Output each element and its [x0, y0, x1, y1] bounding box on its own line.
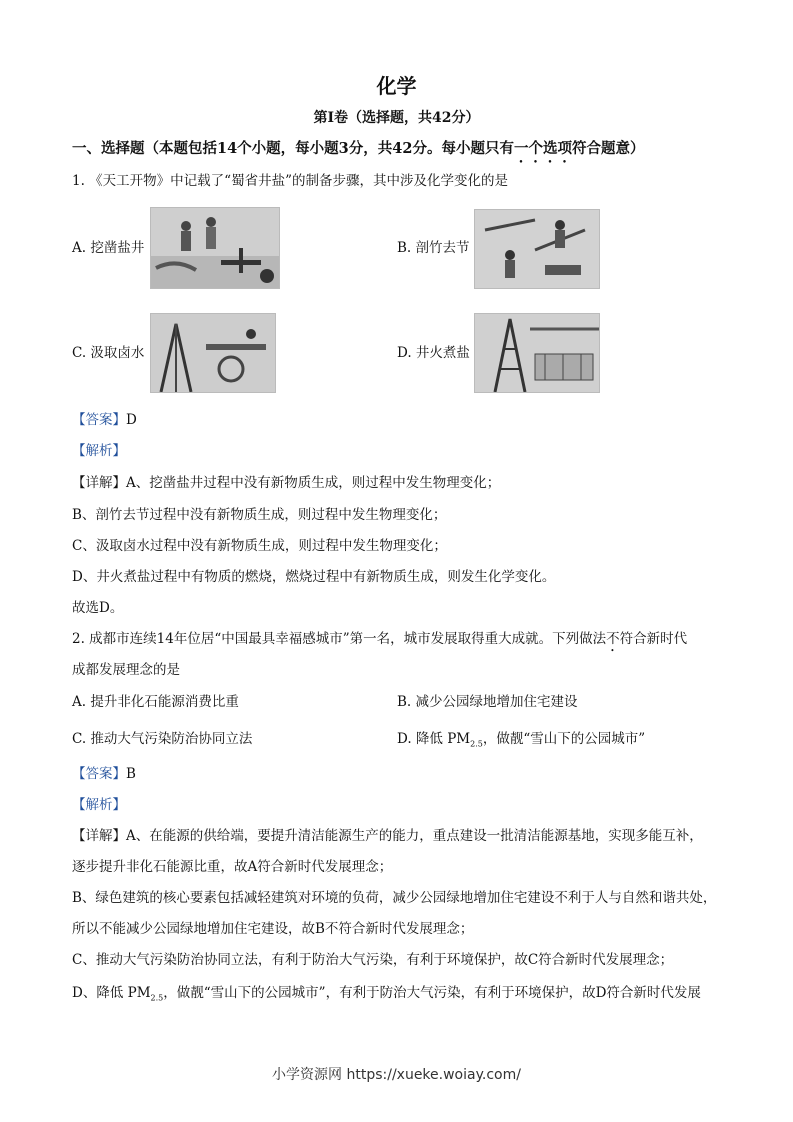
section-heading: [72, 137, 644, 166]
page-title: 化学: [376, 74, 417, 98]
q2-detail-line: 所以不能减少公园绿地增加住宅建设，故B不符合新时代发展理念；: [72, 921, 474, 937]
q2-option-b: B. 减少公园绿地增加住宅建设: [397, 694, 578, 710]
q1-detail-line: D、井火煮盐过程中有物质的燃烧，燃烧过程中有新物质生成，则发生化学变化。: [72, 569, 556, 585]
illustration-bamboo-cutting: [475, 210, 599, 288]
q2-detail-line: 【详解】A、在能源的供给端，要提升清洁能源生产的能力，重点建设一批清洁能源基地，实现多能互补，: [72, 828, 703, 844]
q2-stem-text: 2. 成都市连续14年位居“中国最具幸福感城市”第一名，城市发展取得重大成就。下列做法: [72, 631, 607, 647]
answer-value: B: [126, 766, 136, 782]
detail-text-end: ，做靓“雪山下的公园城市”，有利于防治大气污染，有利于环境保护，故D符合新时代发展: [163, 985, 701, 1001]
illustration-brine-drawing: [151, 314, 275, 392]
q2-stem-end: 符合新时代: [619, 631, 688, 647]
illustration-salt-well-digging: [151, 208, 279, 288]
q1-image-b: [474, 209, 600, 289]
answer-value: D: [126, 412, 137, 428]
q1-detail-line: C、汲取卤水过程中没有新物质生成，则过程中发生物理变化；: [72, 538, 447, 554]
q2-analysis-tag: 【解析】: [72, 797, 126, 813]
q1-image-a: [150, 207, 280, 289]
page-footer: 小学资源网 https://xueke.woiay.com/: [272, 1067, 521, 1083]
q1-answer: [72, 411, 137, 429]
option-d-text: D. 降低 PM: [397, 731, 471, 747]
q2-detail-line: C、推动大气污染防治协同立法，有利于防治大气污染，有利于环境保护，故C符合新时代发展理念；: [72, 952, 674, 968]
q2-option-a: A. 提升非化石能源消费比重: [72, 694, 239, 710]
q1-detail-line: B、剖竹去节过程中没有新物质生成，则过程中发生物理变化；: [72, 507, 447, 523]
illustration-well-fire-boiling: [475, 314, 599, 392]
q1-image-c: [150, 313, 276, 393]
q2-option-d: [397, 730, 645, 754]
q2-detail-line: 逐步提升非化石能源比重，故A符合新时代发展理念；: [72, 859, 393, 875]
part-subtitle: 第I卷（选择题，共42分）: [313, 110, 480, 126]
option-d-end: ，做靓“雪山下的公园城市”: [482, 731, 646, 747]
q2-stem: [72, 630, 687, 655]
pm-subscript: 2.5: [470, 739, 483, 749]
section-heading-text: 一、选择题（本题包括14个小题，每小题3分，共42分。每小题只有: [72, 140, 514, 157]
answer-tag: 【答案】: [72, 412, 126, 428]
q2-stem-emphasis: 不: [606, 631, 620, 647]
q2-answer: [72, 765, 136, 783]
q1-option-c: C. 汲取卤水: [72, 345, 145, 361]
q1-detail-line: 故选D。: [72, 600, 124, 616]
q1-detail-line: 【详解】A、挖凿盐井过程中没有新物质生成，则过程中发生物理变化；: [72, 475, 501, 491]
q1-image-d: [474, 313, 600, 393]
q1-analysis-tag: 【解析】: [72, 443, 126, 459]
detail-text: D、降低 PM: [72, 985, 151, 1001]
q1-stem: 1. 《天工开物》中记载了“蜀省井盐”的制备步骤，其中涉及化学变化的是: [72, 173, 508, 189]
section-emphasis: 一个选项: [513, 140, 572, 157]
pm-subscript: 2.5: [150, 993, 164, 1003]
answer-tag: 【答案】: [72, 766, 126, 782]
q2-detail-line: B、绿色建筑的核心要素包括减轻建筑对环境的负荷，减少公园绿地增加住宅建设不利于人与自然和谐共处，: [72, 890, 717, 906]
q1-option-a: A. 挖凿盐井: [72, 240, 145, 256]
q2-detail-line-last: [72, 984, 701, 1008]
q1-option-d: D. 井火煮盐: [397, 345, 470, 361]
section-heading-end: 符合题意）: [571, 140, 645, 157]
q1-option-b: B. 剖竹去节: [397, 240, 470, 256]
q2-option-c: C. 推动大气污染防治协同立法: [72, 731, 253, 747]
q2-stem-line2: 成都发展理念的是: [72, 662, 180, 678]
